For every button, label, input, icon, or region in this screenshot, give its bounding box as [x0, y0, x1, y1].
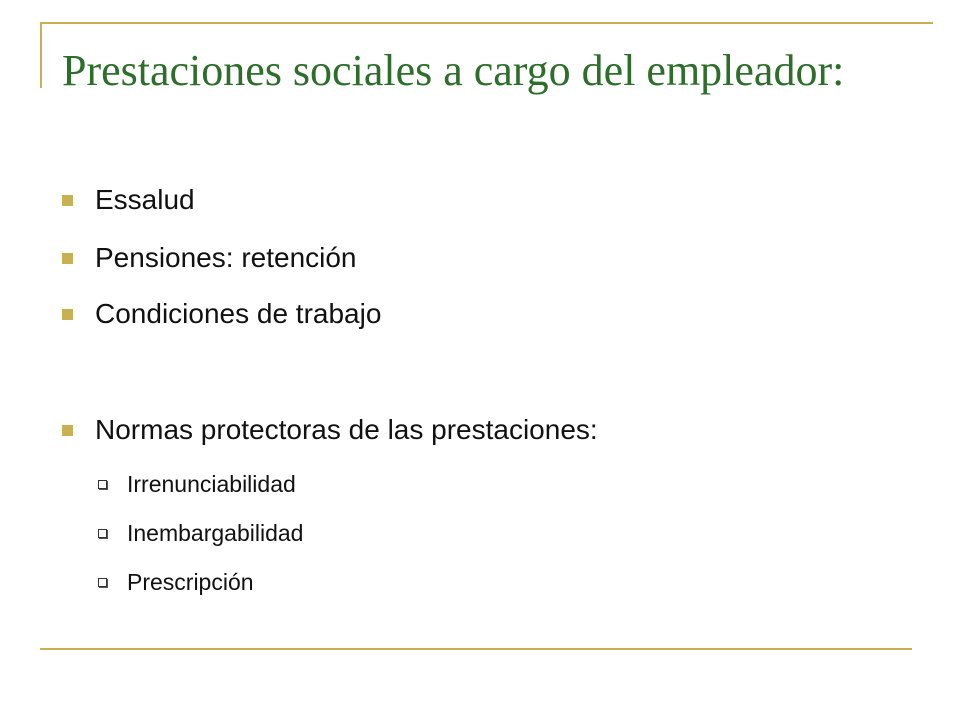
- bullet-essalud: [62, 180, 195, 220]
- bottom-divider: [40, 648, 912, 650]
- bullet-condiciones: [62, 294, 381, 334]
- sub-bullet-text: Prescripción: [127, 568, 254, 595]
- bullet-normas: [62, 410, 598, 450]
- checkbox-bullet-icon: [98, 578, 107, 587]
- bullet-pensiones: [62, 238, 357, 278]
- sub-bullet-prescripcion: [98, 567, 254, 597]
- square-bullet-icon: [62, 425, 73, 436]
- square-bullet-icon: [62, 309, 73, 320]
- sub-bullet-text: Irrenunciabilidad: [127, 470, 296, 497]
- sub-bullet-inembargabilidad: [98, 518, 303, 548]
- bullet-text: Pensiones: retención: [95, 242, 357, 273]
- bullet-text: Condiciones de trabajo: [95, 298, 382, 329]
- sub-bullet-irrenunciabilidad: [98, 469, 296, 499]
- checkbox-bullet-icon: [98, 480, 107, 489]
- square-bullet-icon: [62, 253, 73, 264]
- bullet-text: Essalud: [95, 184, 195, 215]
- sub-bullet-text: Inembargabilidad: [127, 519, 304, 546]
- checkbox-bullet-icon: [98, 529, 107, 538]
- bullet-text: Normas protectoras de las prestaciones:: [95, 414, 598, 445]
- square-bullet-icon: [62, 195, 73, 206]
- slide-title: Prestaciones sociales a cargo del empleador:: [62, 46, 845, 95]
